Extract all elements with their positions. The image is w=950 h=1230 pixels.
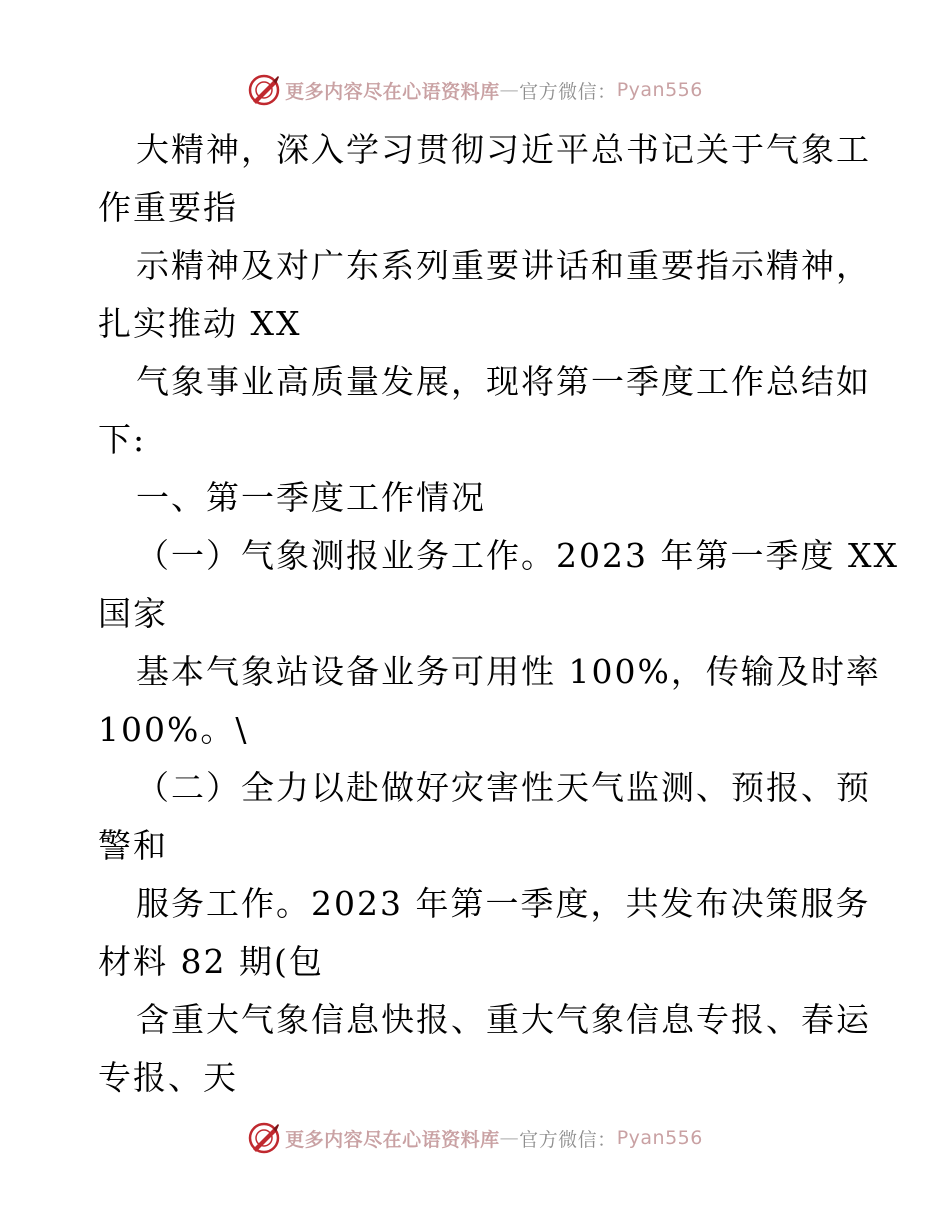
header-wechat-id: Pyan556 (616, 79, 703, 101)
text-line-4: 扎实推动 XX (98, 304, 302, 343)
document-body (98, 121, 899, 1107)
brand-logo-icon (247, 1121, 281, 1155)
text-line-12: （二）全力以赴做好灾害性天气监测、预报、预 (136, 768, 871, 807)
footer-brand-text: 更多内容尽在心语资料库 (285, 1128, 500, 1151)
text-line-6: 下: (98, 420, 147, 459)
footer-watermark (0, 1118, 950, 1158)
footer-wechat-label: 官方微信： (519, 1128, 617, 1151)
text-line-3: 示精神及对广东系列重要讲话和重要指示精神， (136, 246, 871, 285)
text-line-10: 基本气象站设备业务可用性 100%，传输及时率 (136, 652, 881, 691)
text-line-1: 大精神，深入学习贯彻习近平总书记关于气象工 (136, 130, 871, 169)
text-line-13: 警和 (98, 826, 168, 865)
header-watermark (0, 70, 950, 110)
text-line-8: （一）气象测报业务工作。2023 年第一季度 XX (136, 536, 899, 575)
brand-logo-icon (247, 73, 281, 107)
header-wechat-label: 官方微信： (519, 80, 617, 103)
text-line-5: 气象事业高质量发展，现将第一季度工作总结如 (136, 362, 871, 401)
text-line-9: 国家 (98, 594, 168, 633)
text-line-2: 作重要指 (98, 188, 238, 227)
text-line-11: 100%。\ (98, 710, 249, 749)
footer-wechat-id: Pyan556 (616, 1127, 703, 1149)
text-line-15: 材料 82 期(包 (98, 942, 324, 981)
text-line-14: 服务工作。2023 年第一季度，共发布决策服务 (136, 884, 871, 923)
text-line-17: 专报、天 (98, 1058, 238, 1097)
section-heading: 一、第一季度工作情况 (136, 478, 486, 517)
footer-dash: — (499, 1127, 520, 1149)
header-dash: — (499, 79, 520, 101)
header-brand-text: 更多内容尽在心语资料库 (285, 80, 500, 103)
text-line-16: 含重大气象信息快报、重大气象信息专报、春运 (136, 1000, 871, 1039)
